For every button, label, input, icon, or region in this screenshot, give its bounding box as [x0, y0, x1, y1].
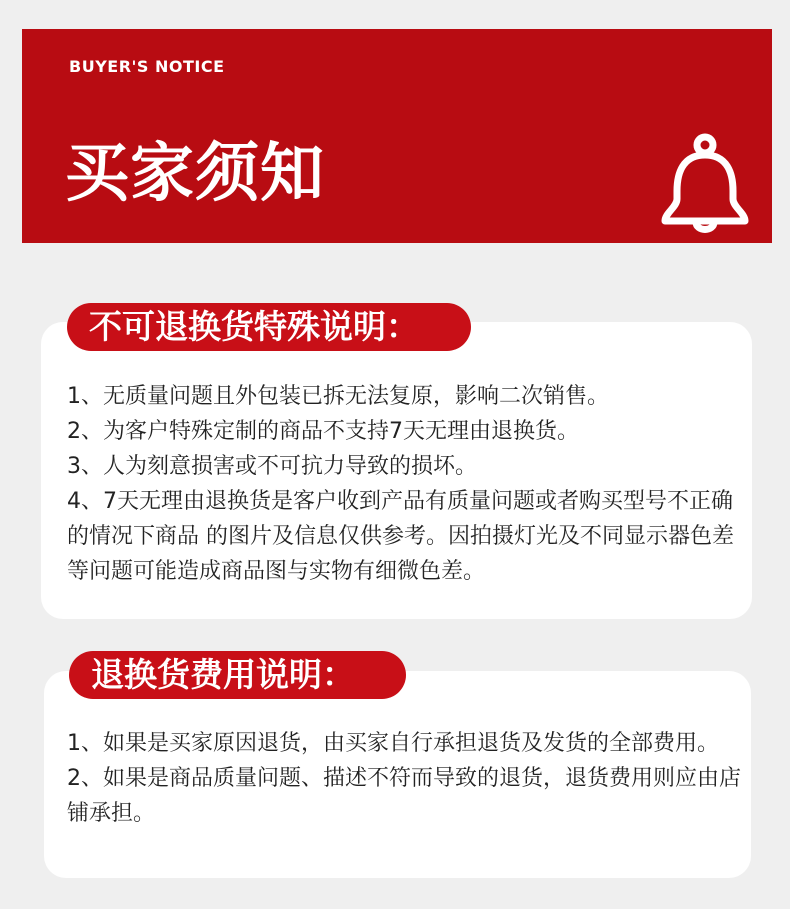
banner-english-title: BUYER'S NOTICE — [69, 57, 225, 76]
no-return-list — [67, 379, 751, 589]
list-item: 2、如果是商品质量问题、描述不符而导致的退货，退货费用则应由店铺承担。 — [67, 766, 741, 826]
return-fee-heading: 退换货费用说明： — [69, 651, 406, 699]
list-item: 1、无质量问题且外包装已拆无法复原，影响二次销售。 — [67, 384, 609, 409]
list-item: 2、为客户特殊定制的商品不支持7天无理由退换货。 — [67, 419, 579, 444]
bell-icon — [659, 107, 751, 239]
buyers-notice-banner — [22, 29, 772, 243]
return-fee-list — [67, 726, 745, 831]
banner-chinese-title: 买家须知 — [65, 137, 325, 211]
no-return-heading: 不可退换货特殊说明： — [67, 303, 471, 351]
list-item: 3、人为刻意损害或不可抗力导致的损坏。 — [67, 454, 477, 479]
list-item: 1、如果是买家原因退货，由买家自行承担退货及发货的全部费用。 — [67, 731, 719, 756]
list-item: 4、7天无理由退换货是客户收到产品有质量问题或者购买型号不正确的情况下商品 的图片及信息仅供参考。因拍摄灯光及不同显示器色差等问题可能造成商品图与实物有细微色差。 — [67, 489, 734, 584]
